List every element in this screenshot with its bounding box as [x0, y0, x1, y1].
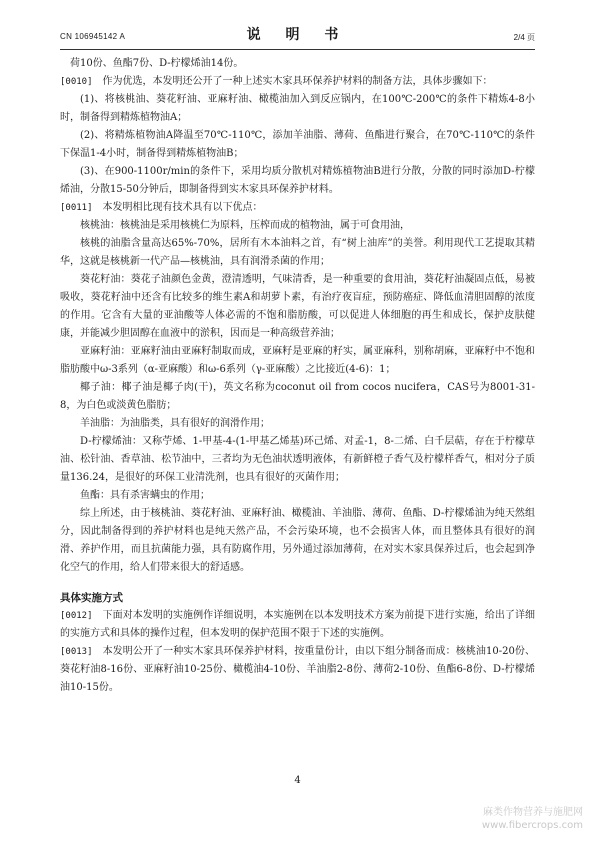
watermark-url: www.fibercrops.com [481, 820, 583, 831]
paragraph [60, 271, 535, 343]
paragraph [60, 505, 535, 577]
paragraph-tag: [0012] [60, 611, 93, 621]
section-heading: 具体实施方式 [60, 592, 123, 604]
paragraph [60, 127, 535, 163]
paragraph-text: 本发明公开了一种实木家具环保养护材料，按重量份计，由以下组分制备而成：核桃油10-20份、葵花籽油8-16份、亚麻籽油10-25份、橄榄油4-10份、羊油脂2-8份、薄荷2-10份、鱼酯6-8份、D-柠檬烯油10-15份。 [60, 646, 535, 693]
paragraph [60, 643, 535, 697]
patent-number: CN 106945142 A [60, 32, 126, 41]
paragraph-text: 核桃的油脂含量高达65%-70%，居所有木本油料之首，有“树上油库”的美誉。利用现代工艺提取其精华，这就是核桃新一代产品—核桃油，具有润滑杀菌的作用； [60, 238, 535, 267]
paragraph-text: 核桃油：核桃油是采用核桃仁为原料，压榨而成的植物油，属于可食用油， [80, 220, 410, 231]
paragraph [60, 487, 535, 505]
paragraph-text: (3)、在900-1100r/min的条件下，采用均质分散机对精炼植物油B进行分散，分散的同时添加D-柠檬烯油，分散15-50分钟后，即制备得到实木家具环保养护材料。 [60, 166, 535, 195]
document-title: 说 明 书 [246, 27, 349, 43]
paragraph-text: 鱼酯：具有杀害螨虫的作用； [80, 490, 210, 501]
paragraph-text: 作为优选，本发明还公开了一种上述实木家具环保养护材料的制备方法，具体步骤如下： [102, 76, 493, 87]
paragraph-text: 本发明相比现有技术具有以下优点： [102, 202, 263, 213]
paragraph-text: 综上所述，由于核桃油、葵花籽油、亚麻籽油、橄榄油、羊油脂、薄荷、鱼酯、D-柠檬烯油为纯天然组分，因此制备得到的养护材料也是纯天然产品，不会污染环境，也不会损害人体，而且整体具有很好的润滑、养护作用，而且抗菌能力强，具有防腐作用，另外通过添加薄荷，在对实木家具保养过后，也会起到净化空气的作用，给人们带来很大的舒适感。 [60, 508, 535, 573]
paragraph [60, 73, 535, 91]
paragraph [60, 55, 535, 73]
paragraph [60, 415, 535, 433]
paragraph-tag: [0013] [60, 647, 93, 657]
paragraph-text: 椰子油：椰子油是椰子肉(干)，英文名称为coconut oil from cocos nucifera，CAS号为8001-31-8，为白色或淡黄色脂肪； [60, 382, 535, 411]
watermark [482, 806, 583, 832]
paragraph-text: (2)、将精炼植物油A降温至70℃-110℃，添加羊油脂、薄荷、鱼酯进行聚合，在70℃-110℃的条件下保温1-4小时，制备得到精炼植物油B； [60, 130, 535, 159]
paragraph [60, 379, 535, 415]
page-number: 4 [294, 775, 301, 786]
paragraph-text: (1)、将核桃油、葵花籽油、亚麻籽油、橄榄油加入到反应锅内，在100℃-200℃的条件下精炼4-8小时，制备得到精炼植物油A； [60, 94, 535, 123]
watermark-name: 麻类作物营养与施肥网 [483, 807, 583, 818]
page-header [60, 24, 535, 44]
paragraph [60, 607, 535, 643]
paragraph-text: 荷10份、鱼酯7份、D-柠檬烯油14份。 [70, 58, 244, 69]
paragraph [60, 343, 535, 379]
paragraph [60, 199, 535, 217]
header-divider [60, 49, 535, 50]
paragraph [60, 433, 535, 487]
page-indicator: 2/4 页 [513, 33, 535, 42]
paragraph-text: 葵花籽油：葵花子油颜色金黄，澄清透明，气味清香，是一种重要的食用油，葵花籽油凝固点低，易被吸收，葵花籽油中还含有比较多的维生素A和胡萝卜素，有治疗夜盲症，预防癌症、降低血清胆固醇的浓度的作用。它含有大量的亚油酸等人体必需的不饱和脂肪酸，可以促进人体细胞的再生和成长，保护皮肤健康，并能减少胆固醇在血液中的淤积，因而是一种高级营养油； [60, 274, 535, 339]
paragraph-tag: [0011] [60, 203, 93, 213]
paragraph [60, 217, 535, 235]
document-body [60, 55, 535, 697]
paragraph-text: D-柠檬烯油：又称苧烯、1-甲基-4-(1-甲基乙烯基)环己烯、对孟-1，8-二烯、白千层萜，存在于柠檬草油、松针油、香草油、松节油中，三者均为无色油状透明液体，有新鲜橙子香气及柠檬样香气，相对分子质量136.24，是很好的环保工业清洗剂，也具有很好的灭菌作用； [60, 436, 535, 483]
paragraph [60, 163, 535, 199]
paragraph [60, 91, 535, 127]
paragraph-text: 下面对本发明的实施例作详细说明，本实施例在以本发明技术方案为前提下进行实施，给出了详细的实施方式和具体的操作过程，但本发明的保护范围不限于下述的实施例。 [60, 610, 535, 639]
paragraph [60, 235, 535, 271]
paragraph-tag: [0010] [60, 77, 93, 87]
paragraph-text: 羊油脂：为油脂类，具有很好的润滑作用； [80, 418, 270, 429]
paragraph-text: 亚麻籽油：亚麻籽油由亚麻籽制取而成，亚麻籽是亚麻的籽实，属亚麻科，别称胡麻，亚麻籽中不饱和脂肪酸中ω-3系列（α-亚麻酸）和ω-6系列（γ-亚麻酸）之比接近(4-6)：1； [60, 346, 535, 375]
